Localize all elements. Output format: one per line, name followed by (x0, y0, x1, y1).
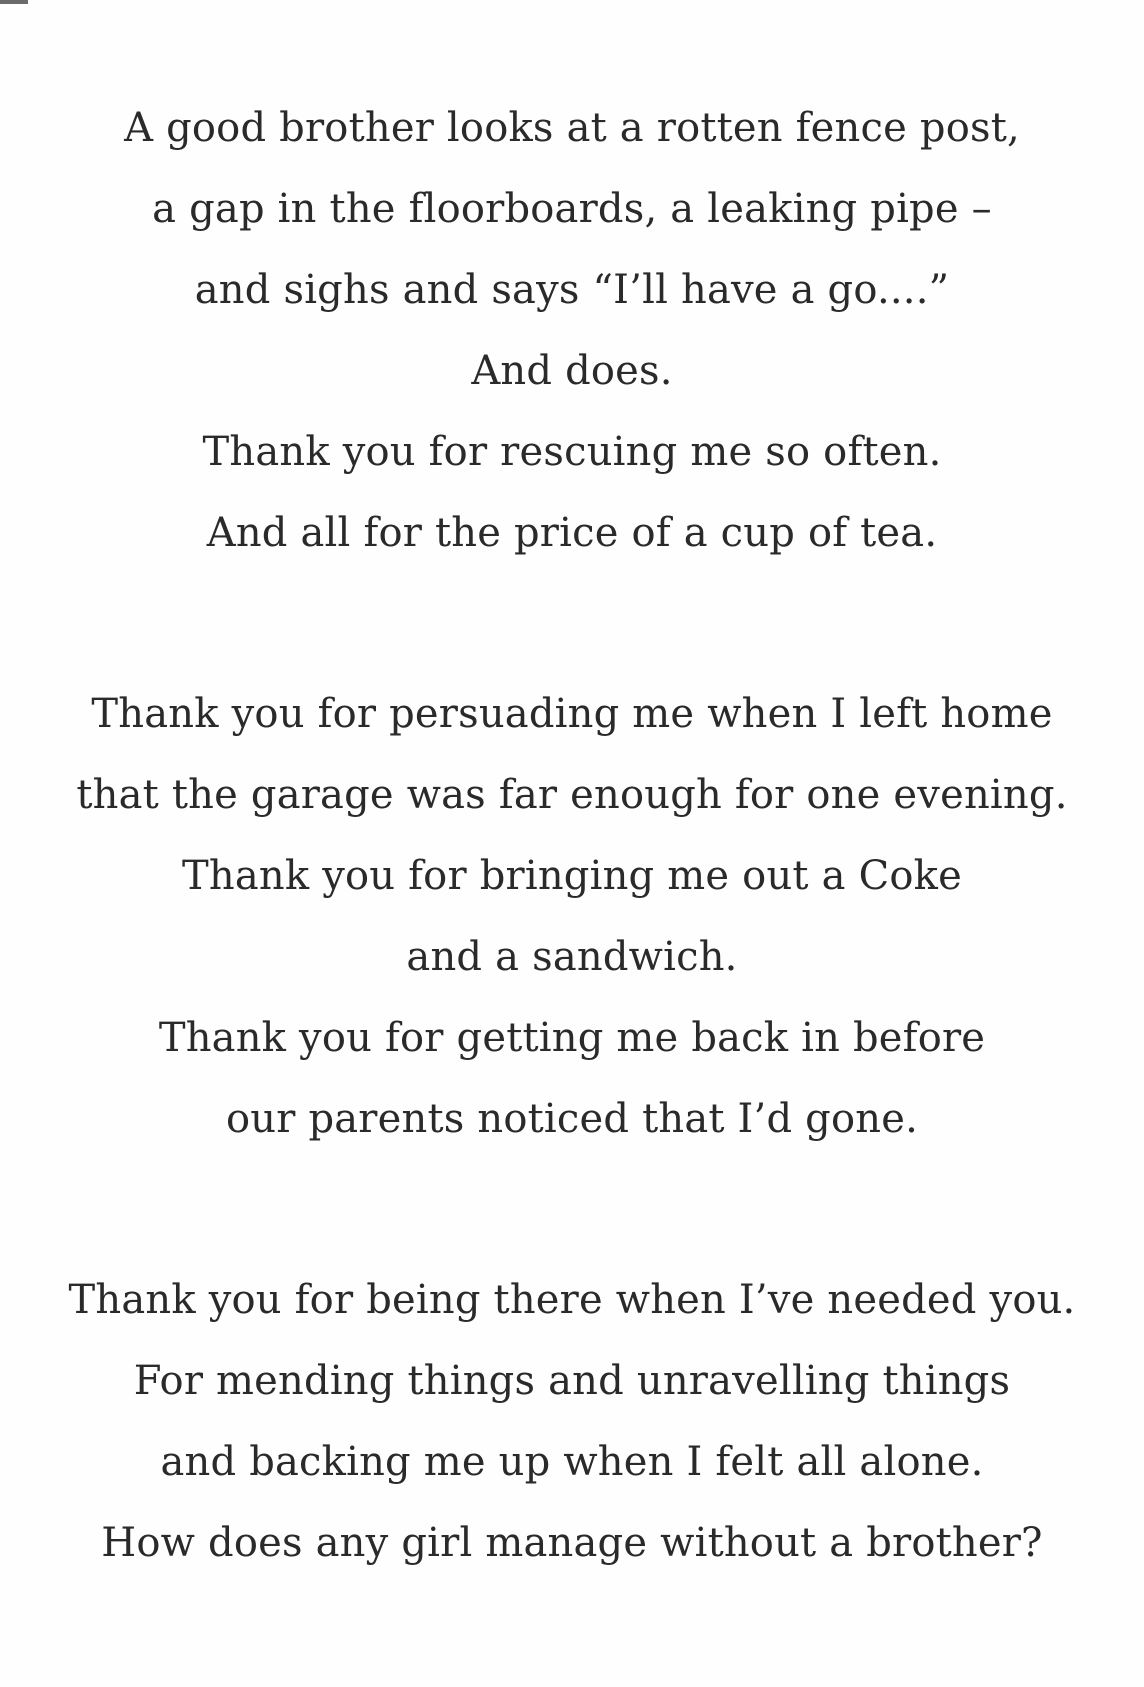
poem-line: and backing me up when I felt all alone. (160, 1439, 984, 1485)
poem-line: A good brother looks at a rotten fence post, (124, 105, 1020, 151)
poem-line: and a sandwich. (406, 934, 738, 980)
poem-line: Thank you for persuading me when I left home (91, 691, 1053, 737)
stanza-2 (0, 674, 1144, 1160)
poem-line: a gap in the floorboards, a leaking pipe – (152, 186, 992, 232)
poem-line: Thank you for rescuing me so often. (202, 429, 942, 475)
poem-line: Thank you for being there when I’ve needed you. (68, 1277, 1076, 1323)
poem-line: and sighs and says “I’ll have a go....” (194, 267, 950, 313)
scan-corner-mark (0, 0, 28, 4)
poem-line: How does any girl manage without a brother? (101, 1520, 1043, 1566)
poem-line: Thank you for getting me back in before (158, 1015, 986, 1061)
poem-line: For mending things and unravelling things (133, 1358, 1011, 1404)
stanza-3 (0, 1260, 1144, 1584)
poem-line: our parents noticed that I’d gone. (225, 1096, 919, 1142)
poem (0, 88, 1144, 1684)
poem-line: And all for the price of a cup of tea. (206, 510, 938, 556)
poem-line: Thank you for bringing me out a Coke (182, 853, 962, 899)
poem-line: And does. (471, 348, 673, 394)
poem-line: that the garage was far enough for one evening. (76, 772, 1068, 818)
stanza-1 (0, 88, 1144, 574)
